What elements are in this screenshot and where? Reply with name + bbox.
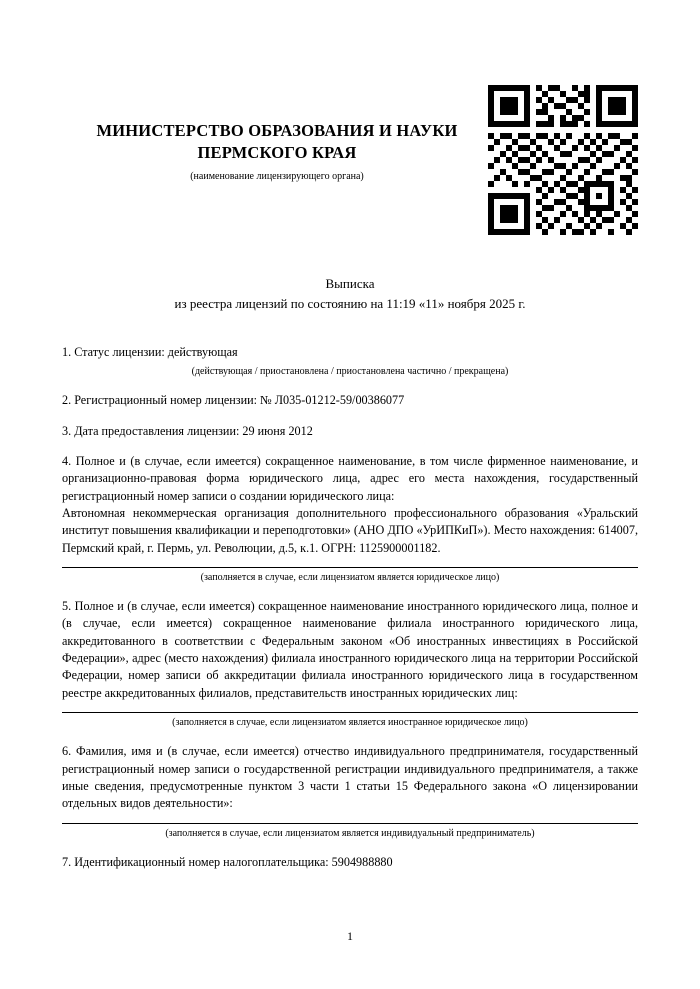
item-1-text: 1. Статус лицензии: действующая — [62, 344, 238, 359]
item-6-individual-entrepreneur — [62, 743, 638, 841]
qr-code — [488, 85, 638, 235]
item-5-divider — [62, 712, 638, 713]
ministry-name-line1: МИНИСТЕРСТВО ОБРАЗОВАНИЯ И НАУКИ — [96, 121, 458, 140]
item-2-text: 2. Регистрационный номер лицензии: № Л035-01212-59/00386077 — [62, 393, 405, 408]
item-7-taxpayer-number — [62, 854, 638, 871]
item-4-note: (заполняется в случае, если лицензиатом является юридическое лицо) — [200, 571, 500, 583]
item-4-legal-entity — [62, 453, 638, 585]
item-7-text: 7. Идентификационный номер налогоплательщика: 5904988880 — [62, 854, 393, 869]
item-6-note: (заполняется в случае, если лицензиатом является индивидуальный предприниматель) — [165, 827, 535, 839]
title-line-1: Выписка — [325, 275, 375, 291]
item-1-note: (действующая / приостановлена / приостановлена частично / прекращена) — [191, 366, 509, 378]
item-6-divider — [62, 823, 638, 824]
item-2-registration-number — [62, 392, 638, 409]
item-3-issue-date — [62, 423, 638, 440]
item-3-text: 3. Дата предоставления лицензии: 29 июня 2012 — [62, 423, 313, 438]
page-number: 1 — [347, 929, 353, 943]
item-1-license-status — [62, 344, 638, 380]
document-title — [62, 274, 638, 314]
ministry-name-line2: ПЕРМСКОГО КРАЯ — [197, 143, 357, 163]
item-6-text: 6. Фамилия, имя и (в случае, если имеется) отчество индивидуального предпринимателя, государственный регистрационный номер записи о государственной регистрации индивидуального предпринимателя, а также иные сведения, предусмотренные пунктом 3 части 1 статьи 15 Федерального закона «О лицензировании отдельных видов деятельности»: — [62, 744, 638, 811]
item-4-text: 4. Полное и (в случае, если имеется) сокращенное наименование, в том числе фирменное наименование, и организационно-правовая форма юридического лица, адрес его места нахождения, государственный регистрационный номер записи о создании юридического лица: — [62, 453, 638, 503]
document-body — [62, 344, 638, 871]
item-5-note: (заполняется в случае, если лицензиатом является иностранное юридическое лицо) — [172, 717, 528, 729]
licensing-authority-note: (наименование лицензирующего органа) — [190, 170, 364, 182]
title-line-2: из реестра лицензий по состоянию на 11:19 «11» ноября 2025 г. — [174, 295, 526, 311]
item-5-text: 5. Полное и (в случае, если имеется) сокращенное наименование иностранного юридического лица, полное и (в случае, если имеется) сокращенное наименование филиала иностранного юридического лица, аккредитованного в соответствии с Федеральным законом «Об иностранных инвестициях в Российской Федерации», адрес (место нахождения) филиала иностранного юридического лица на территории Российской Федерации, номер записи об аккредитации филиала иностранного юридического лица в государственном реестре аккредитованных филиалов, представительств иностранных юридических лиц: — [62, 599, 638, 700]
item-4-divider — [62, 567, 638, 568]
item-5-foreign-legal-entity — [62, 598, 638, 730]
item-4-value: Автономная некоммерческая организация дополнительного профессионального образования «Уральский институт повышения квалификации и переподготовки» (АНО ДПО «УрИПКиП»). Место нахождения: 614007, Пермский край, г. Пермь, ул. Революции, д.5, к.1. ОГРН: 1125900001182. — [62, 505, 638, 555]
document-header — [62, 0, 492, 182]
qr-code-image — [488, 85, 638, 235]
